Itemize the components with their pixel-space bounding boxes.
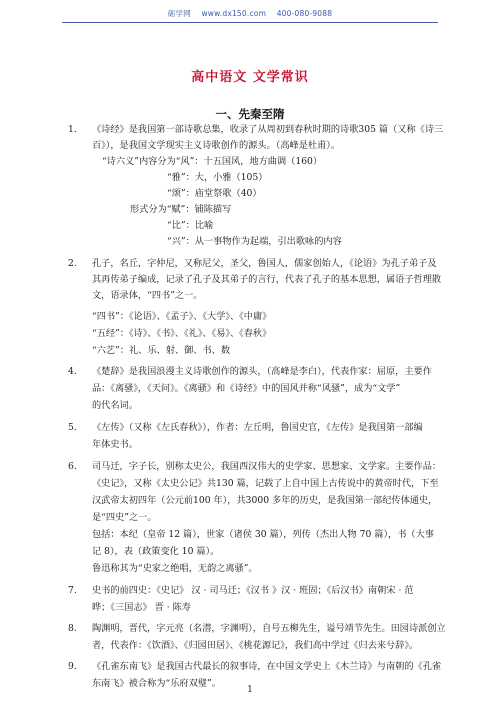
list-item [0, 659, 500, 675]
item-line: 年体史书。 [92, 439, 138, 450]
sub-line [0, 326, 500, 342]
page-number: 1 [247, 685, 253, 695]
list-item-continued [0, 600, 500, 616]
header-rule [62, 22, 438, 23]
item-line: 东南飞》被合称为“乐府双璧”。 [92, 678, 221, 689]
item-line: 者，代表作：《饮酒》、《归园田居》、《桃花源记》，我们高中学过《归去来兮辞》。 [92, 640, 419, 651]
item-line: 品：《离骚》，《天问》。《离骚》和《诗经》中的国风并称“风骚”，成为“文学” [92, 383, 401, 394]
list-item-continued [0, 476, 500, 492]
list-item-continued [0, 527, 500, 543]
list-item-continued [0, 510, 500, 526]
item-line: 其再传弟子编成，记录了孔子及其弟子的言行，代表了孔子的基本思想，属语子哲理散 [92, 274, 442, 285]
sub-line [0, 186, 500, 202]
sub-line-text: “诗六义”内容分为“风”：十五国风，地方曲调（160） [102, 156, 323, 167]
header-phone: 400-080-9088 [276, 9, 333, 18]
list-item-continued [0, 561, 500, 577]
item-line: 孔子，名丘，字仲尼，又称尼父，圣父，鲁国人，儒家创始人，《论语》为孔子弟子及 [92, 258, 437, 269]
item-line: 包括：本纪（皇帝 12 篇），世家（诸侯 30 篇），列传（杰出人物 70 篇），书（大事 [92, 529, 434, 540]
item-line: 晔；《三国志》 晋 · 陈寿 [92, 602, 191, 613]
item-number: 9. [68, 661, 77, 672]
sub-line-text: “五经”：《诗》、《书》、《礼》、《易》、《春秋》 [92, 328, 272, 339]
list-item-continued [0, 544, 500, 560]
list-item [0, 621, 500, 637]
list-item-continued [0, 493, 500, 509]
item-line: 《楚辞》是我国浪漫主义诗歌创作的源头，（高峰是李白），代表作家：屈原，主要作 [92, 366, 432, 377]
list-item-continued [0, 398, 500, 414]
item-number: 5. [68, 422, 77, 433]
item-line: 《孔雀东南飞》是我国古代最长的叙事诗，在中国文学史上《木兰诗》与南朝的《孔雀 [92, 661, 442, 672]
item-line: 《诗经》是我国第一部诗歌总集，收录了从周初到春秋时期的诗歌305 篇（又称《诗三 [92, 124, 444, 135]
sub-line [0, 234, 500, 250]
item-line: 记 8），表（政策变化 10 篇）。 [92, 546, 220, 557]
sub-line [0, 218, 500, 234]
header-site[interactable]: 砺学网 [167, 9, 191, 18]
list-item-continued [0, 638, 500, 654]
list-item-continued [0, 437, 500, 453]
item-line: 鲁迅称其为“史家之绝唱，无韵之离骚”。 [92, 563, 258, 574]
sub-line-text: 形式分为“赋”：铺陈描写 [130, 204, 232, 215]
list-item-continued [0, 272, 500, 288]
item-line: 的代名词。 [92, 400, 138, 411]
sub-line-text: “四书”：《论语》、《孟子》、《大学》、《中庸》 [92, 311, 272, 322]
item-number: 1. [68, 124, 77, 135]
item-line: 《史记》，又称《太史公记》共130 篇，记载了上自中国上古传说中的黄帝时代，下至 [92, 478, 439, 489]
section-heading: 一、先秦至隋 [215, 107, 285, 121]
sub-line [0, 202, 500, 218]
sub-line [0, 154, 500, 170]
sub-line-text: “六艺”：礼、乐、射、御、书、数 [92, 345, 231, 356]
page-header [0, 8, 500, 19]
sub-line-text: “颂”：庙堂祭歌（40） [167, 188, 262, 199]
item-number: 2. [68, 258, 77, 269]
list-item [0, 459, 500, 475]
list-item-continued [0, 381, 500, 397]
sub-line [0, 170, 500, 186]
list-item-continued [0, 138, 500, 154]
item-line: 是“四史”之一。 [92, 512, 157, 523]
item-number: 4. [68, 366, 77, 377]
list-item [0, 122, 500, 138]
item-number: 7. [68, 585, 77, 596]
list-item [0, 256, 500, 272]
item-number: 8. [68, 623, 77, 634]
item-line: 《左传》（又称《左氏春秋》），作者：左丘明，鲁国史官，《左传》是我国第一部编 [92, 422, 423, 433]
sub-line-text: “兴”：从一事物作为起端，引出歌咏的内容 [167, 236, 342, 247]
list-item [0, 364, 500, 380]
sub-line [0, 343, 500, 359]
list-item [0, 583, 500, 599]
list-item-continued [0, 288, 500, 304]
header-url[interactable]: www.dx150.com [201, 9, 267, 18]
item-line: 文，语录体，“四书”之一。 [92, 290, 203, 301]
sub-line-text: “雅”：大，小雅（105） [167, 172, 268, 183]
document-title: 高中语文 文学常识 [191, 70, 309, 85]
list-item [0, 420, 500, 436]
item-line: 司马迁，字子长，别称太史公，我国西汉伟大的史学家、思想家、文学家。主要作品： [92, 461, 442, 472]
item-line: 史书的前四史：《史记》 汉 · 司马迁；《汉书 》汉 · 班固；《后汉书》南朝宋 · 范 [92, 585, 414, 596]
item-number: 6. [68, 461, 77, 472]
sub-line-text: “比”：比喻 [167, 220, 214, 231]
item-line: 百》），是我国文学现实主义诗歌创作的源头。（高峰是杜甫）。 [92, 140, 341, 151]
sub-line [0, 309, 500, 325]
item-line: 汉武帝太初四年（公元前100 年），共3000 多年的历史，是我国第一部纪传体通史， [92, 495, 438, 506]
item-line: 陶渊明，晋代，字元亮（名潜，字渊明），自号五柳先生，谥号靖节先生。田园诗派创立 [92, 623, 446, 634]
